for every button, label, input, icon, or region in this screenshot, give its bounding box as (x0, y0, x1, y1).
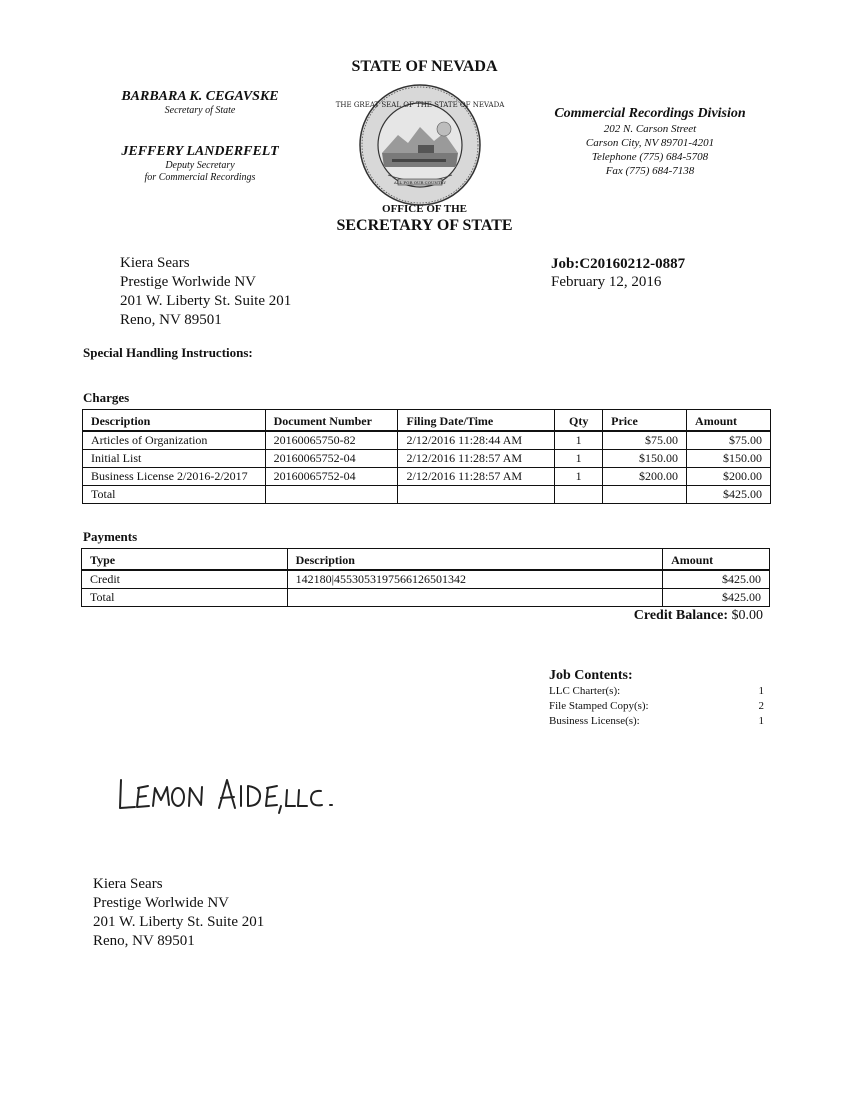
deputy-name: JEFFERY LANDERFELT (121, 144, 279, 159)
payment-amount: $425.00 (663, 570, 770, 589)
recipient-city: Reno, NV 89501 (120, 312, 222, 328)
charge-description: Initial List (83, 450, 266, 468)
payments-total-row (82, 589, 770, 607)
charge-description: Articles of Organization (83, 431, 266, 450)
payments-header-row (82, 549, 770, 571)
payment-description: 142180|4553053197566126501342 (287, 570, 663, 589)
charges-title: Charges (83, 390, 130, 405)
division-telephone: Telephone (775) 684-5708 (591, 151, 709, 163)
list-item (549, 684, 764, 699)
office-title: SECRETARY OF STATE (336, 217, 513, 234)
state-title: STATE OF NEVADA (351, 58, 498, 75)
charge-filing-datetime: 2/12/2016 11:28:44 AM (398, 431, 555, 450)
column-header: Document Number (265, 410, 398, 432)
handwritten-note (115, 768, 355, 820)
charge-document-number: 20160065750-82 (265, 431, 398, 450)
division-block (535, 106, 765, 178)
charges-total-label: Total (83, 486, 266, 504)
charge-filing-datetime: 2/12/2016 11:28:57 AM (398, 450, 555, 468)
job-content-count: 1 (758, 715, 764, 727)
credit-balance (560, 608, 763, 624)
deputy-role-line-1: Deputy Secretary (165, 160, 235, 171)
seal-text: THE GREAT SEAL OF THE STATE OF NEVADA (335, 101, 505, 109)
job-content-count: 1 (758, 685, 764, 697)
secretary-block (100, 89, 300, 184)
charge-filing-datetime: 2/12/2016 11:28:57 AM (398, 468, 555, 486)
recipient-name: Kiera Sears (120, 255, 190, 271)
table-row (83, 450, 771, 468)
recipient-name: Kiera Sears (93, 876, 163, 892)
column-header: Description (287, 549, 663, 571)
table-row (83, 468, 771, 486)
charges-total-amount: $425.00 (687, 486, 771, 504)
list-item (549, 699, 764, 714)
job-content-label: Business License(s): (549, 715, 640, 727)
column-header: Filing Date/Time (398, 410, 555, 432)
charge-qty: 1 (555, 431, 603, 450)
job-content-label: LLC Charter(s): (549, 685, 621, 697)
payments-table (81, 548, 770, 607)
charge-amount: $75.00 (687, 431, 771, 450)
division-fax: Fax (775) 684-7138 (605, 165, 695, 177)
division-address-2: Carson City, NV 89701-4201 (585, 137, 715, 149)
charge-document-number: 20160065752-04 (265, 450, 398, 468)
charge-qty: 1 (555, 468, 603, 486)
recipient-city: Reno, NV 89501 (93, 933, 195, 949)
column-header: Amount (687, 410, 771, 432)
credit-balance-value: $0.00 (731, 608, 763, 623)
recipient-street: 201 W. Liberty St. Suite 201 (93, 914, 265, 930)
charge-amount: $150.00 (687, 450, 771, 468)
secretary-role: Secretary of State (164, 105, 236, 116)
division-name: Commercial Recordings Division (554, 106, 746, 121)
charges-total-row (83, 486, 771, 504)
job-contents-title: Job Contents: (549, 668, 633, 683)
recipient-address-bottom (93, 875, 264, 951)
charge-amount: $200.00 (687, 468, 771, 486)
column-header: Price (603, 410, 687, 432)
payment-type: Credit (82, 570, 288, 589)
charge-document-number: 20160065752-04 (265, 468, 398, 486)
charge-description: Business License 2/2016-2/2017 (83, 468, 266, 486)
charge-price: $150.00 (603, 450, 687, 468)
division-address-1: 202 N. Carson Street (603, 123, 697, 135)
credit-balance-label: Credit Balance: (633, 608, 728, 623)
payments-total-label: Total (82, 589, 288, 607)
office-label: OFFICE OF THE (382, 203, 467, 215)
seal-motto: ALL FOR OUR COUNTRY (393, 180, 447, 185)
state-seal-icon (335, 83, 505, 207)
job-id: Job:C20160212-0887 (551, 256, 686, 272)
charge-price: $200.00 (603, 468, 687, 486)
payments-title: Payments (83, 529, 138, 544)
charge-qty: 1 (555, 450, 603, 468)
recipient-company: Prestige Worlwide NV (120, 274, 256, 290)
payments-total-amount: $425.00 (663, 589, 770, 607)
recipient-street: 201 W. Liberty St. Suite 201 (120, 293, 292, 309)
job-content-count: 2 (758, 700, 764, 712)
job-content-label: File Stamped Copy(s): (549, 700, 649, 712)
job-contents (549, 668, 764, 729)
charge-price: $75.00 (603, 431, 687, 450)
charges-header-row (83, 410, 771, 432)
charges-table (82, 409, 771, 504)
special-handling-label: Special Handling Instructions: (83, 345, 253, 360)
deputy-role-line-2: for Commercial Recordings (144, 172, 256, 183)
column-header: Qty (555, 410, 603, 432)
table-row (83, 431, 771, 450)
column-header: Description (83, 410, 266, 432)
table-row (82, 570, 770, 589)
recipient-address-top (120, 254, 291, 330)
secretary-name: BARBARA K. CEGAVSKE (121, 89, 279, 104)
job-date: February 12, 2016 (551, 274, 662, 290)
column-header: Type (82, 549, 288, 571)
column-header: Amount (663, 549, 770, 571)
list-item (549, 714, 764, 729)
recipient-company: Prestige Worlwide NV (93, 895, 229, 911)
